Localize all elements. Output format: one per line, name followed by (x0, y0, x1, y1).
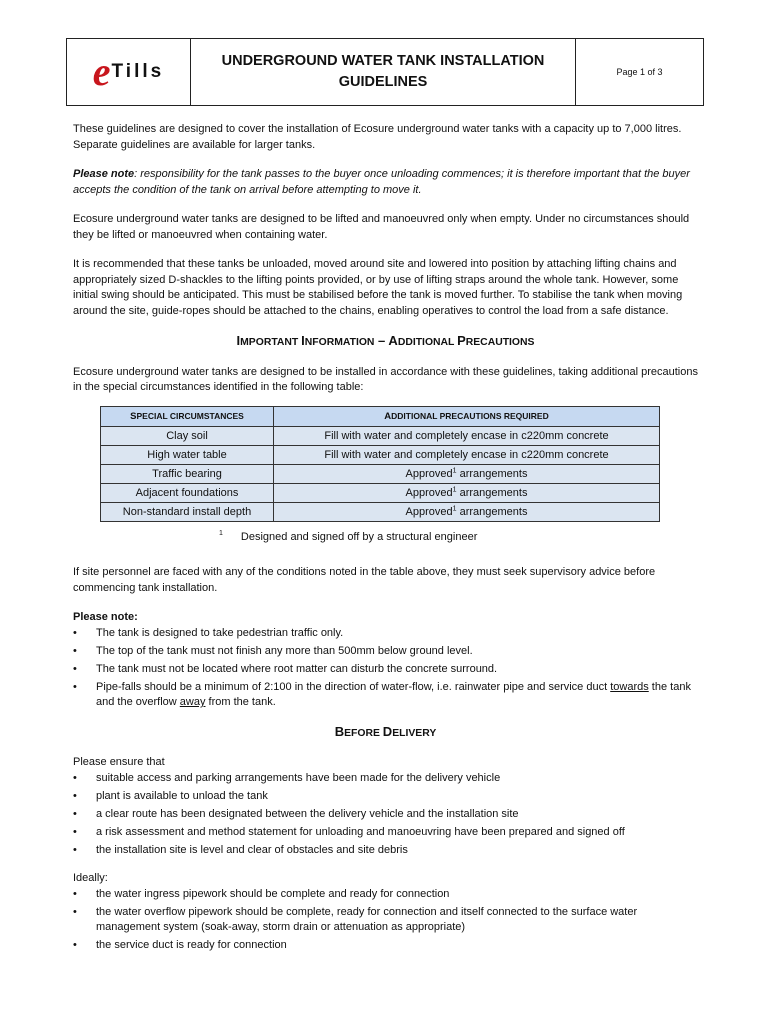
table-cell-precaution: Approved$^1$ arrangements (274, 464, 660, 483)
ensure-list (73, 771, 698, 859)
table-footnote: $^1$ Designed and signed off by a structural engineer (219, 529, 478, 543)
title-line-2: GUIDELINES (338, 74, 428, 90)
intro-paragraph: These guidelines are designed to cover the installation of Ecosure underground water tanks with a capacity up to 7,000 litres. Separate guidelines are available for larger tanks. (73, 123, 682, 151)
list-item: • the water overflow pipework should be complete, ready for connection and itself connected to the surface water management system (soak-away, storm drain or attenuation as appropriate) (73, 905, 638, 933)
ensure-heading: Please ensure that (73, 756, 165, 768)
table-row (101, 464, 660, 483)
header-additional-precautions: ADDITIONAL PRECAUTIONS REQUIRED (274, 406, 660, 426)
table-cell-precaution: Fill with water and completely encase in c220mm concrete (274, 445, 660, 464)
please-note-label: Please note (73, 168, 135, 180)
table-cell-circumstance: High water table (101, 445, 274, 464)
table-cell-circumstance: Traffic bearing (101, 464, 274, 483)
ideally-list (73, 887, 698, 954)
list-item: • Pipe-falls should be a minimum of 2:100 in the direction of water-flow, i.e. rainwater pipe and service duct towards the tank and the overflow away from the tank. (73, 680, 691, 708)
header-special-circumstances: SPECIAL CIRCUMSTANCES (101, 406, 274, 426)
table-cell-circumstance: Non-standard install depth (101, 502, 274, 521)
list-item: • the installation site is level and clear of obstacles and site debris (73, 843, 408, 856)
list-item: • a risk assessment and method statement for unloading and manoeuvring have been prepared and signed off (73, 825, 625, 838)
list-item: • the service duct is ready for connection (73, 939, 287, 951)
table-cell-precaution: Fill with water and completely encase in c220mm concrete (274, 426, 660, 445)
etills-logo (67, 39, 191, 105)
title-line-1: UNDERGROUND WATER TANK INSTALLATION (221, 53, 545, 69)
document-header (66, 38, 704, 106)
precautions-table (100, 406, 660, 522)
list-item: • The tank must not be located where root matter can disturb the concrete surround. (73, 662, 498, 675)
table-row (101, 483, 660, 502)
table-row (101, 426, 660, 445)
please-note-paragraph (73, 167, 698, 198)
section-heading-important-information: IMPORTANT INFORMATION – ADDITIONAL PRECAUTIONS (236, 333, 535, 348)
document-title (191, 39, 576, 105)
logo-text: Tills (111, 61, 165, 82)
precautions-intro: Ecosure underground water tanks are designed to be installed in accordance with these guidelines, taking additional precautions in the special circumstances identified in the following table: (73, 365, 698, 393)
list-item: • a clear route has been designated between the delivery vehicle and the installation site (73, 807, 519, 820)
list-item: • The top of the tank must not finish any more than 500mm below ground level. (73, 644, 473, 657)
page-number: Page 1 of 3 (616, 67, 663, 77)
table-cell-precaution: Approved$^1$ arrangements (274, 483, 660, 502)
table-cell-circumstance: Adjacent foundations (101, 483, 274, 502)
table-cell-circumstance: Clay soil (101, 426, 274, 445)
logo-letter-e: e (92, 49, 111, 94)
section-heading-before-delivery: BEFORE DELIVERY (334, 723, 437, 739)
table-row (101, 445, 660, 464)
table-row (101, 502, 660, 521)
list-item: • the water ingress pipework should be complete and ready for connection (73, 887, 450, 900)
document-body (73, 122, 698, 956)
ideally-heading: Ideally: (73, 872, 108, 884)
list-item: • suitable access and parking arrangements have been made for the delivery vehicle (73, 771, 501, 784)
table-header-row (101, 406, 660, 426)
list-item: • The tank is designed to take pedestrian traffic only. (73, 626, 344, 639)
supervisory-advice-paragraph: If site personnel are faced with any of the conditions noted in the table above, they must seek supervisory advice before commencing tank installation. (73, 566, 656, 594)
please-note-list (73, 626, 698, 711)
please-note-text: : responsibility for the tank passes to the buyer once unloading commences; it is therefore important that the buyer accepts the condition of the tank on arrival before attempting to move it. (73, 168, 690, 196)
table-cell-precaution: Approved$^1$ arrangements (274, 502, 660, 521)
lifting-method-paragraph: It is recommended that these tanks be unloaded, moved around site and lowered into position by attaching lifting chains and appropriately sized D-shackles to the lifting points provided, or by use of lifting straps around the whole tank. However, some initial swing should be anticipated. This must be stabilised before the tank is moved further. To stabilise the tank when moving around the site, guide-ropes should be attached to the chains, enabling operatives to control the load from a safe distance. (73, 258, 683, 317)
list-item: • plant is available to unload the tank (73, 789, 268, 802)
please-note-heading: Please note: (73, 611, 138, 623)
lifting-empty-paragraph: Ecosure underground water tanks are designed to be lifted and manoeuvred only when empty. Under no circumstances should they be lifted or manoeuvred when containing water. (73, 213, 690, 241)
